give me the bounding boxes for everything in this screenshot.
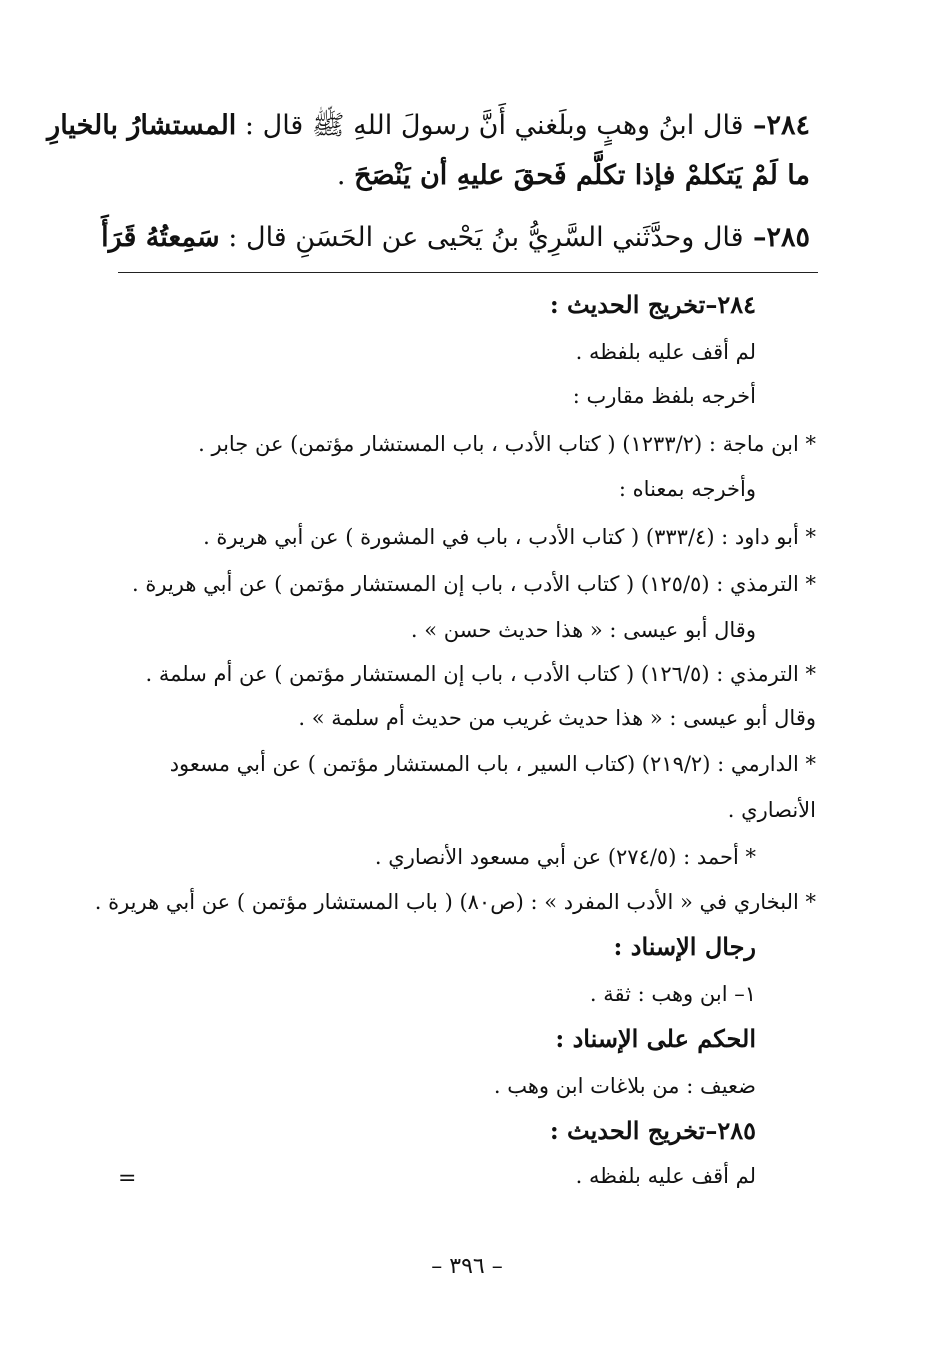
footnote-separator [118,272,818,273]
hadith-285-line-1 [101,222,810,253]
footnote-line: * الدارمي : (٢١٩/٢) (كتاب السير ، باب المستشار مؤتمن ) عن أبي مسعود [169,752,816,776]
takhrij-285-heading: ٢٨٥–تخريج الحديث : [549,1116,756,1145]
hadith-285-matn-start: سَمِعتُهُ قَرَأَ [101,222,220,253]
hadith-285-intro: قال وحدَّثَني السَّرِيُّ بنُ يَحْيى عن الحَسَنِ قال : [219,222,744,253]
rijal-heading: رجال الإسناد : [613,932,756,961]
hadith-284-end-stop: . [336,160,355,191]
footnote-line: لم أقف عليه بلفظه . [575,1164,756,1188]
footnote-line: * الترمذي : (١٢٥/٥) ( كتاب الأدب ، باب إن المستشار مؤتمن ) عن أبي هريرة . [132,572,816,596]
footnote-line: ١– ابن وهب : ثقة . [589,982,756,1006]
footnote-line: وأخرجه بمعناه : [618,477,756,501]
hadith-284-number: ٢٨٤– [743,110,810,141]
takhrij-284-heading: ٢٨٤–تخريج الحديث : [549,290,756,319]
hadith-284-line-2 [337,160,810,191]
footnote-line: ضعيف : من بلاغات ابن وهب . [493,1074,756,1098]
hadith-284-intro: قال ابنُ وهبٍ وبلَغني أَنَّ رسولَ اللهِ ﷺ قال : [236,110,744,141]
footnote-line: * أبو داود : (٣٣٣/٤) ( كتاب الأدب ، باب في المشورة ) عن أبي هريرة . [203,525,816,549]
page-number: – ٣٩٦ – [431,1254,503,1279]
footnote-line: أخرجه بلفظ مقارب : [572,384,756,408]
footnote-line: وقال أبو عيسى : « هذا حديث حسن » . [410,618,756,642]
footnote-line: الأنصاري . [727,798,816,822]
hukm-heading: الحكم على الإسناد : [555,1024,756,1053]
hadith-284-matn-end: ما لَمْ يَتكلمْ فإذا تكلَّم فَحقَ عليهِ أن يَنْصَحَ [354,160,810,191]
footnote-line: وقال أبو عيسى : « هذا حديث غريب من حديث أم سلمة » . [298,706,816,730]
continuation-mark: = [118,1166,137,1191]
footnote-line: * أحمد : (٢٧٤/٥) عن أبي مسعود الأنصاري . [374,845,756,869]
footnote-line: * الترمذي : (١٢٦/٥) ( كتاب الأدب ، باب إن المستشار مؤتمن ) عن أم سلمة . [145,662,816,686]
hadith-284-matn-start: المستشارُ بالخيارِ [47,110,237,141]
footnote-line: * البخاري في « الأدب المفرد » : (ص٨٠) ( باب المستشار مؤتمن ) عن أبي هريرة . [94,890,816,914]
hadith-285-number: ٢٨٥– [743,222,810,253]
footnote-line: * ابن ماجة : (١٢٣٣/٢) ( كتاب الأدب ، باب المستشار مؤتمن) عن جابر . [198,432,816,456]
hadith-284-line-1 [47,108,810,148]
footnote-line: لم أقف عليه بلفظه . [575,340,756,364]
